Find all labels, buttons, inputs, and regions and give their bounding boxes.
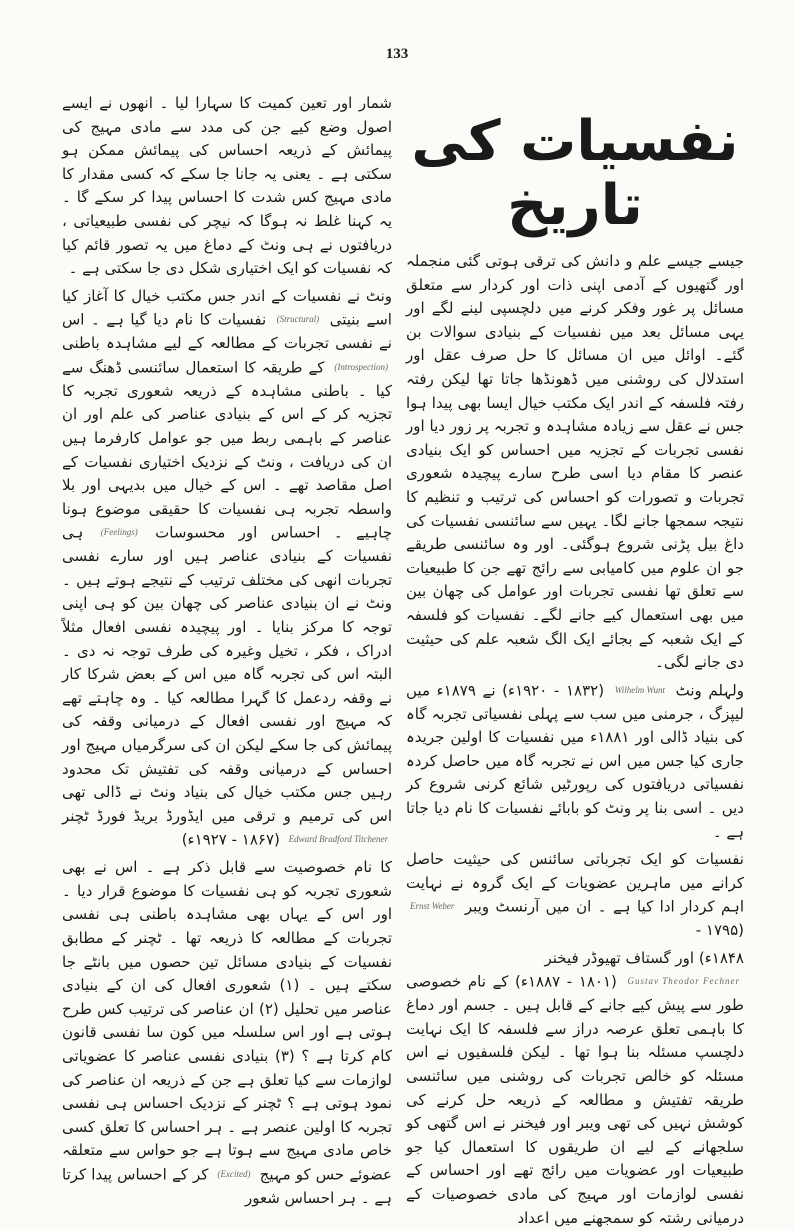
titchener-english-gloss: Edward Bradford Titchener bbox=[288, 834, 388, 845]
chapter-title: نفسیات کی تاریخ bbox=[411, 109, 739, 239]
fechner-english-gloss: Gustav Theodor Fechner bbox=[627, 976, 740, 987]
introspection-english-gloss: (Introspection) bbox=[334, 361, 388, 372]
excited-english-gloss: (Excited) bbox=[217, 1168, 251, 1179]
structural-text-b: نفسیات کا نام دیا گیا ہے ۔ اس نے نفسی تجربات کے مطالعہ کے لیے مشاہدہ باطنی bbox=[62, 310, 392, 353]
left-column bbox=[62, 92, 393, 1207]
intro-paragraph: جیسے جیسے علم و دانش کی ترقی ہوتی گئی منجملہ اور گتھیوں کے آدمی اپنی ذات اور کردار سے متعلق مسائل پر غور وفکر کرنے میں دلچسپی لینے لگے اور یہی مسائل بعد میں نفسیات کے بنیادی سوالات بن گئے۔ اوائل میں ان مسائل کا حل صرف عقل اور استدلال کی روشنی میں ڈھونڈھا جاتا تھا لیکن رفتہ رفتہ فلسفہ کے اندر ایک مکتب خیال ایسا بھی پیدا ہوا جس نے عقل سے زیادہ مشاہدہ و تجربہ پر زور دیا اور نفسی تجربات کے تجزیہ میں احساس کو ایک بنیادی عنصر کا مقام دیا اسی طرح سارے پیچیدہ شعوری تجربات و تصورات کو احساس کی ترتیب و تنظیم کا نتیجہ سمجھا جانے لگا۔ یہیں سے سائنسی نفسیات کی داغ بیل پڑنی شروع ہوگئی۔ اور وہ سائنسی طریقے جو ان علوم میں کامیابی سے رائج تھے جن کا طبیعیات سے تعلق تھا نفسی تجربات اور عوامل کی چھان بین میں بھی استعمال کیے جانے لگے۔ نفسیات کو فلسفہ کے ایک شعبہ کے بجائے ایک الگ شعبہ علم کی حیثیت دی جانے لگی۔ bbox=[406, 252, 744, 672]
structural-text-d: ہی نفسیات کے بنیادی عناصر ہیں اور سارے نفسی تجربات انھی کی مختلف ترتیب کے نتیجے ہوتے ہیں ۔ ونٹ نے ان بنیادی عناصر کی چھان بین کو ہی اپنی توجہ کا مرکز بنایا ۔ اور پیچیدہ نفسی افعال مثلاً ادراک ، فکر ، تخیل وغیرہ کی طرف توجہ نہ دی ۔ البتہ اس کی تجربہ گاہ میں اس کے بعض شرکا کار نے وقفہ ردعمل کا گہرا مطالعہ کیا ۔ وہ چاہتے تھے کہ مہیج اور نفسی افعال کے درمیانی وقفہ کی پیمائش کی جا سکے لیکن ان کی سرگرمیاں مہیج اور احساس کے درمیانی وقفہ کی تفتیش تک محدود رہیں جس مکتب خیال کی بنیاد ونٹ نے ڈالی تھی اس کی ترمیم و ترقی میں ایڈورڈ بریڈ فورڈ ٹچنر bbox=[62, 523, 392, 825]
wundt-text: نے ۱۸۷۹ء میں لیپزگ ، جرمنی میں سب سے پہلی نفسیاتی تجربہ گاہ کی بنیاد ڈالی اور ۱۸۸۱ء میں نفسیات کا اولین جریدہ جاری کیا جس میں اس نے تجربہ گاہ میں حاصل کردہ نفسیاتی دریافتوں کی رپورٹیں شائع کرنی شروع کر دیں ۔ اسی بنا پر ونٹ کو بابائے نفسیات کا نام دیا جاتا ہے ۔ bbox=[406, 680, 744, 841]
titchener-paragraph bbox=[62, 856, 392, 1210]
measurement-paragraph: شمار اور تعین کمیت کا سہارا لیا ۔ انھوں نے ایسے اصول وضع کیے جن کی مدد سے مادی مہیج کی پیمائش کے ذریعہ احساس کی پیمائش ممکن ہو سکتی ہے ۔ یعنی یہ جانا جا سکے کہ کسی مقدار کا مادی مہیج کس شدت کا احساس پیدا کر سکے گا ۔ یہ کہنا غلط نہ ہوگا کہ نیچر کی نفسی طبیعیاتی ، دریافتوں نے ہی ونٹ کے دماغ میں یہ تصور قائم کیا کہ نفسیات کو ایک اختیاری شکل دی جا سکتی ہے ۔ bbox=[62, 94, 392, 278]
titchener-text: کا نام خصوصیت سے قابل ذکر ہے ۔ اس نے بھی شعوری تجربہ کو ہی نفسیات کا موضوع قرار دیا ۔ اور اس کے یہاں بھی مشاہدہ باطنی ہی نفسی تجربات کے مطالعہ کا ذریعہ تھا ۔ ٹچنر کے مطابق نفسیات کے بنیادی مسائل تین حصوں میں بانٹے جا سکتے ہیں ۔ (۱) شعوری افعال کی ان کے بنیادی عناصر میں تحلیل (۲) ان عناصر کی ترتیب کس طرح ہوتی ہے اور اس سلسلہ میں کون سا نفسی قانون کام کرتا ہے ؟ (۳) بنیادی نفسی عناصر کا عضویاتی لوازمات سے کیا تعلق ہے جن کے ذریعہ ان عناصر کی نمود ہوتی ہے ؟ ٹچنر کے نزدیک احساس ہی نفسی تجربہ کا اولین عنصر ہے ۔ ہر احساس کا تعلق کسی خاص مادی مہیج سے ہوتا ہے جو حواس سے متعلقہ عضوئے حس کو مہیج bbox=[62, 858, 393, 1184]
structural-text-c: کے طریقہ کا استعمال سائنسی ڈھنگ سے کیا ۔ باطنی مشاہدہ کے ذریعہ شعوری تجربہ کا تجزیہ کر کے اس کے بنیادی عناصر کی علم اور ان عناصر کے باہمی ربط میں جو عوامل کارفرما ہیں ان کی دریافت ، ونٹ کے نزدیک اختیاری نفسیات کے اصل مقاصد تھے ۔ اس کے خیال میں بدیہی اور بلا واسطہ تجربہ ہی نفسیات کا حقیقی موضوع ہونا چاہیے ۔ احساس اور محسوسات bbox=[62, 358, 392, 542]
wundt-name: ولہلم ونٹ bbox=[675, 680, 744, 699]
weber-paragraph bbox=[406, 848, 744, 943]
titchener-years: (۱۸۶۷ - ۱۹۲۷ء) bbox=[181, 830, 280, 849]
structural-english-gloss: (Structural) bbox=[276, 314, 320, 325]
wundt-paragraph bbox=[406, 679, 744, 844]
wundt-english-gloss: Wilhelm Wunt bbox=[614, 684, 665, 695]
fechner-line: ۱۸۴۸ء) اور گستاف تھیوڈر فیخنر bbox=[544, 948, 744, 967]
fechner-text: (۱۸۰۱ - ۱۸۸۷ء) کے نام خصوصی طور سے پیش کیے جانے کے قابل ہیں ۔ جسم اور دماغ کا باہمی تعلق عرصہ دراز سے فلسفہ کا ایک نہایت دلچسپ مسئلہ بنا ہوا تھا ۔ لیکن فلسفیوں نے اس مسئلہ کو خالص تجربات کی روشنی میں سائنسی طریقہ تفتیش و مطالعہ کے ذریعہ حل کرنے کی کوشش نہیں کی تھی ویبر اور فیخنر نے اس گتھی کو سلجھانے کے لیے ان طریقوں کا استعمال کیا جو طبیعیات اور عضویات میں رائج تھے اور احساس کے نفسی لوازمات اور مہیج کی مادی خصوصیات کے درمیانی رشتہ کو سمجھنے میں اعداد bbox=[406, 972, 744, 1227]
page-number: 133 bbox=[385, 46, 409, 62]
right-column bbox=[406, 92, 744, 1227]
feelings-english-gloss: (Feelings) bbox=[100, 527, 138, 538]
weber-english-gloss: Ernst Weber bbox=[410, 901, 455, 912]
structural-paragraph bbox=[62, 285, 392, 852]
structural-text-a: ونٹ نے نفسیات کے اندر جس مکتب خیال کا آغاز کیا اسے بنیتی bbox=[62, 286, 392, 329]
weber-years: (۱۷۹۵ - bbox=[695, 921, 744, 940]
titchener-text-end: کر کے احساس پیدا کرتا ہے ۔ ہر احساس شعور bbox=[62, 1165, 392, 1207]
weber-text: نفسیات کو ایک تجرباتی سائنس کی حیثیت حاصل کرانے میں ماہرین عضویات کے ایک گروہ نے نہایت اہم کردار ادا کیا ہے ۔ ان میں آرنسٹ ویبر bbox=[406, 850, 744, 916]
wundt-years: (۱۸۳۲ - ۱۹۲۰ء) bbox=[502, 680, 605, 699]
fechner-paragraph bbox=[406, 947, 744, 1230]
